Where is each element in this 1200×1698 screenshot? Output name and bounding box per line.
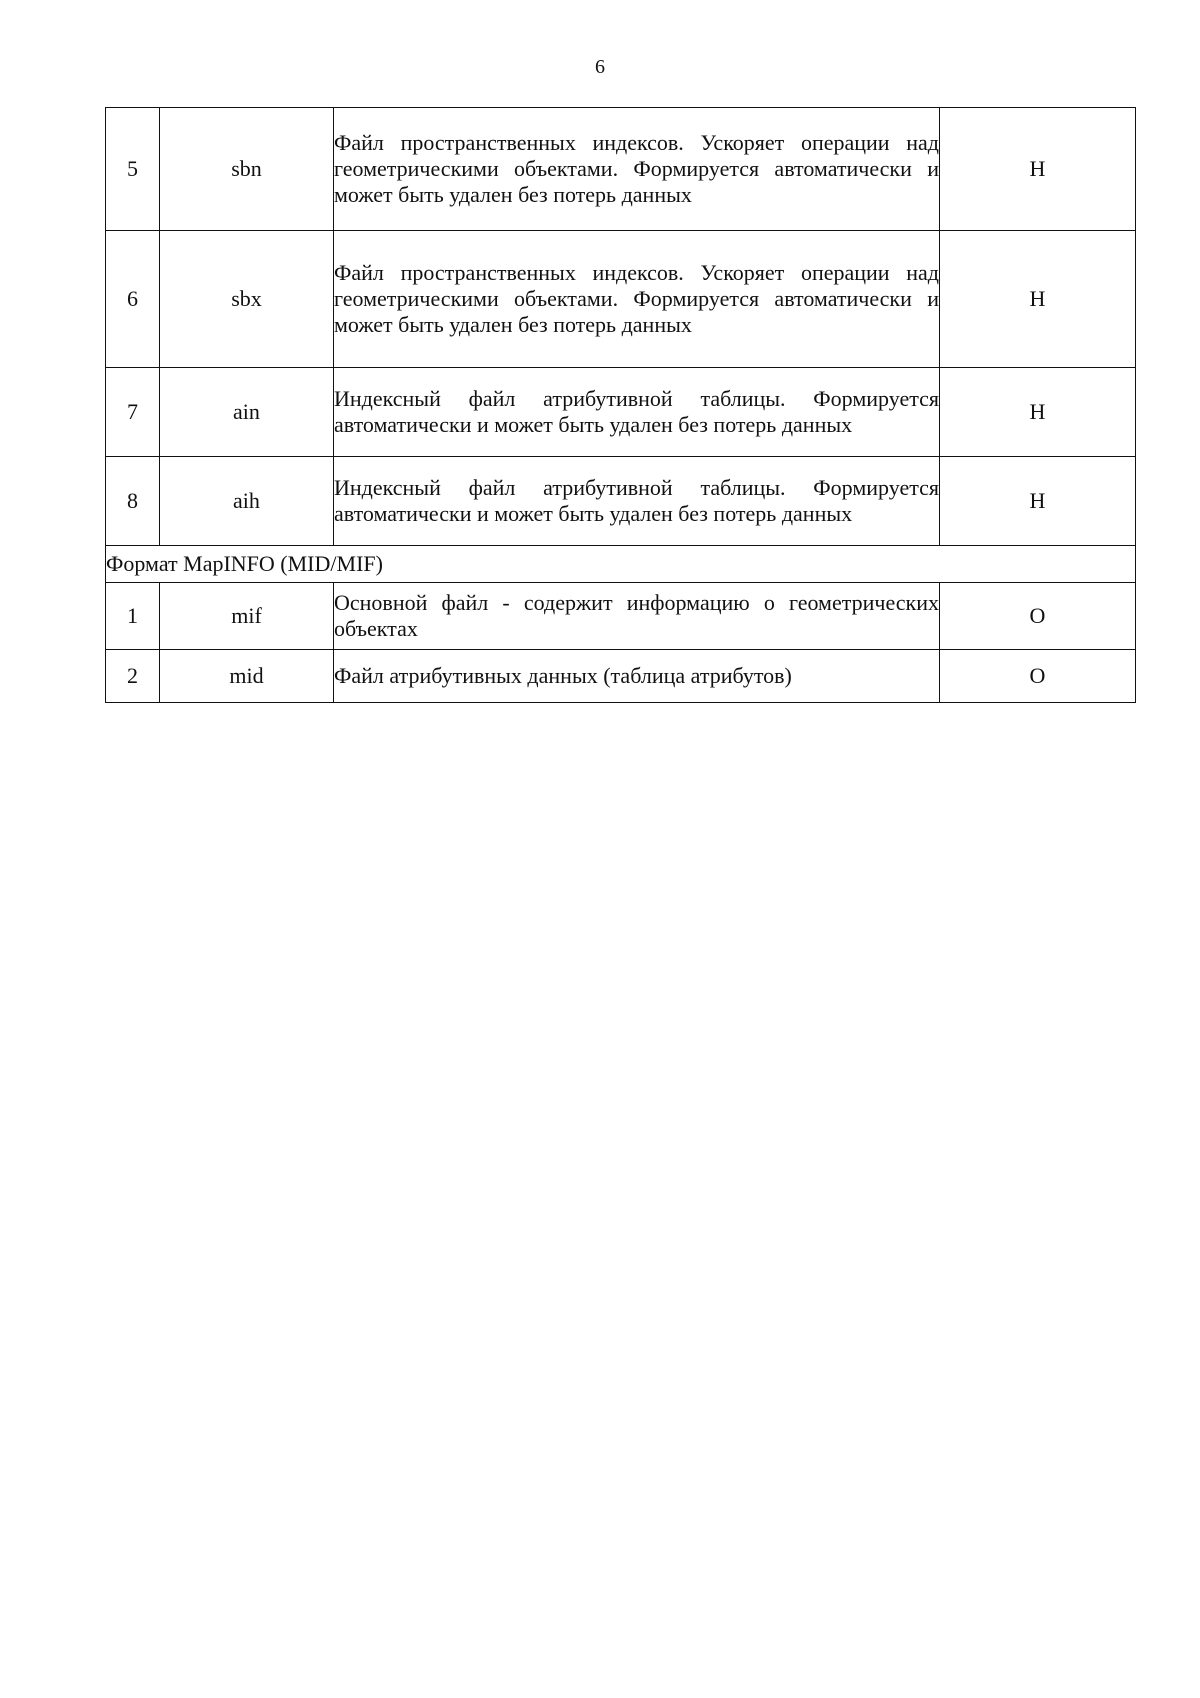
table-row — [106, 457, 1136, 546]
table-row — [106, 231, 1136, 368]
file-description: Файл пространственных индексов. Ускоряет операции над геометрическими объектами. Формируется автоматически и может быть удален без потерь данных — [334, 231, 940, 368]
file-format-table — [105, 107, 1136, 703]
row-number: 6 — [106, 231, 160, 368]
file-extension: sbx — [160, 231, 334, 368]
section-title: Формат MapINFO (MID/MIF) — [106, 546, 1136, 583]
file-description: Основной файл - содержит информацию о геометрических объектах — [334, 583, 940, 650]
required-flag: Н — [940, 231, 1136, 368]
required-flag: Н — [940, 457, 1136, 546]
row-number: 7 — [106, 368, 160, 457]
row-number: 8 — [106, 457, 160, 546]
file-extension: aih — [160, 457, 334, 546]
file-description: Файл пространственных индексов. Ускоряет операции над геометрическими объектами. Формируется автоматически и может быть удален без потерь данных — [334, 108, 940, 231]
required-flag: Н — [940, 368, 1136, 457]
section-header-row — [106, 546, 1136, 583]
table-row — [106, 108, 1136, 231]
file-extension: mid — [160, 650, 334, 703]
file-description: Индексный файл атрибутивной таблицы. Формируется автоматически и может быть удален без потерь данных — [334, 457, 940, 546]
file-description: Индексный файл атрибутивной таблицы. Формируется автоматически и может быть удален без потерь данных — [334, 368, 940, 457]
required-flag: О — [940, 650, 1136, 703]
row-number: 5 — [106, 108, 160, 231]
row-number: 1 — [106, 583, 160, 650]
required-flag: Н — [940, 108, 1136, 231]
file-extension: sbn — [160, 108, 334, 231]
file-description: Файл атрибутивных данных (таблица атрибутов) — [334, 650, 940, 703]
table-row — [106, 368, 1136, 457]
file-extension: mif — [160, 583, 334, 650]
file-extension: ain — [160, 368, 334, 457]
required-flag: О — [940, 583, 1136, 650]
page-number: 6 — [595, 56, 605, 78]
row-number: 2 — [106, 650, 160, 703]
table-row — [106, 650, 1136, 703]
table-row — [106, 583, 1136, 650]
